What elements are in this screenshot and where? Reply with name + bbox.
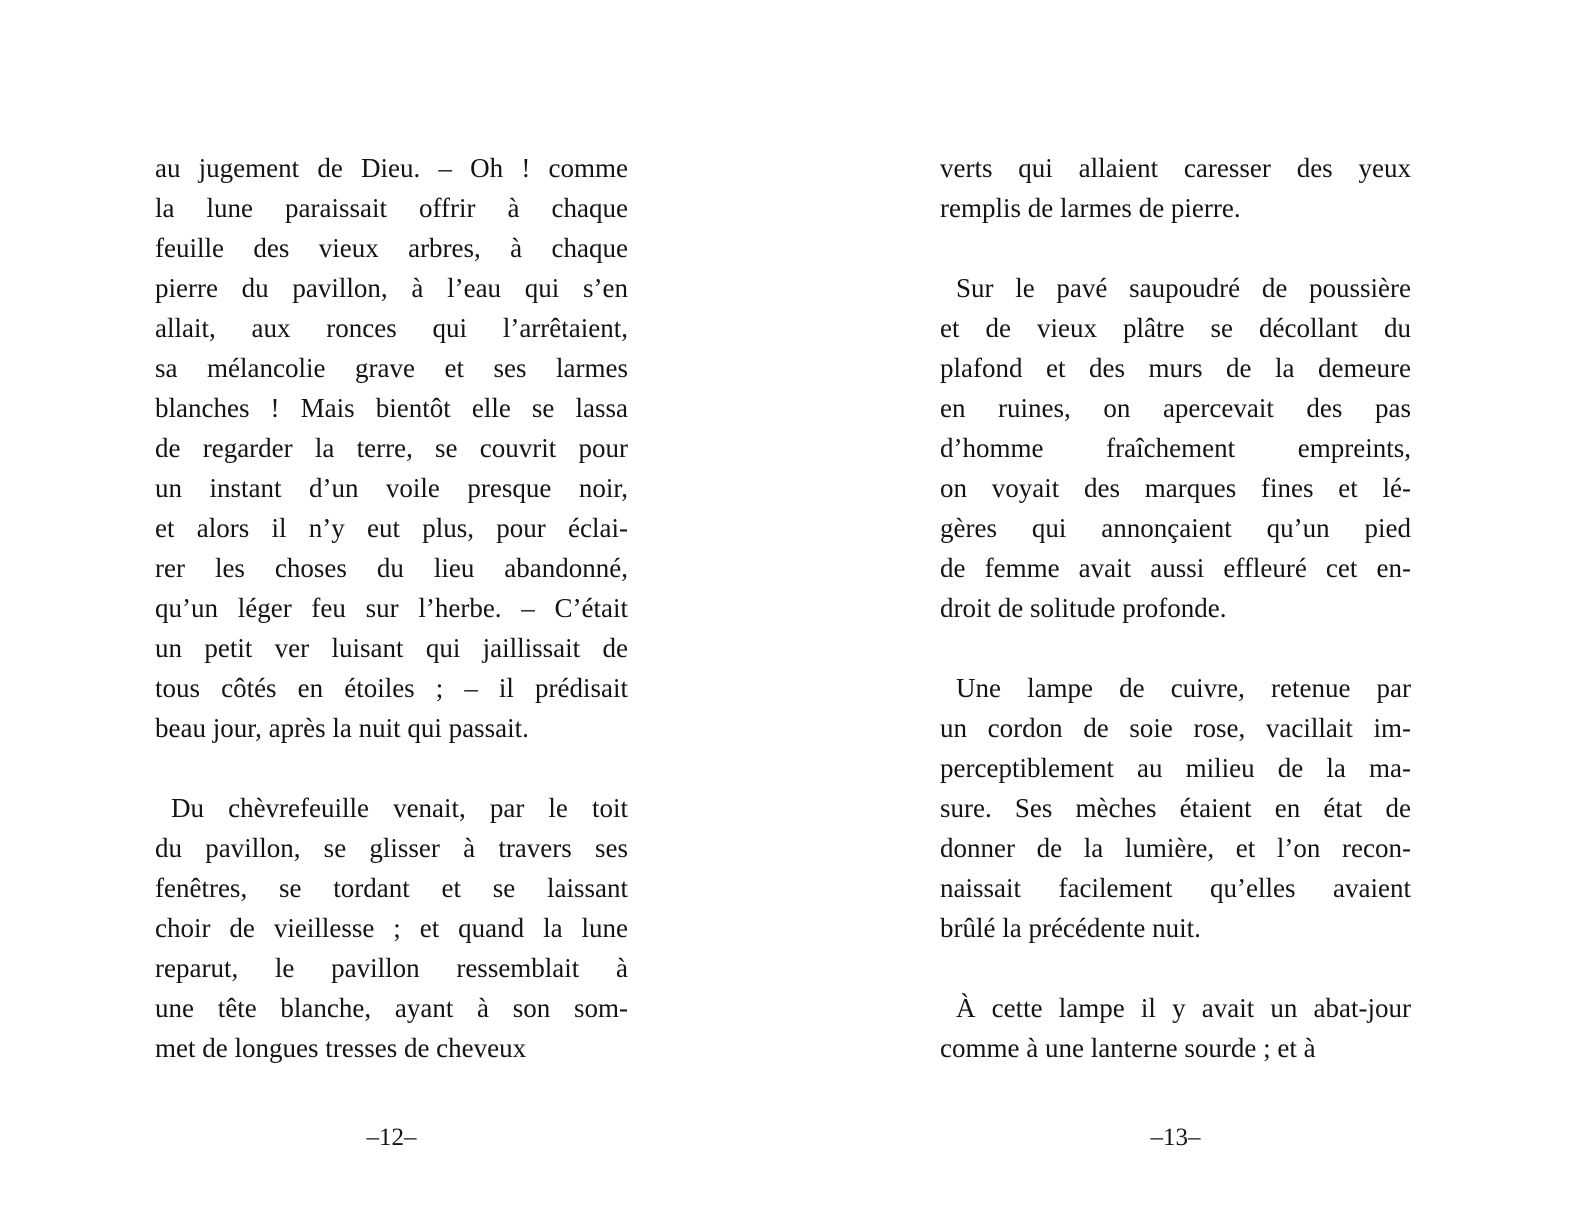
text-line: Du chèvrefeuille venait, par le toit [171,793,628,823]
paragraph [940,668,1411,948]
text-line: pierre du pavillon, à l’eau qui s’en [155,273,628,303]
text-line: gères qui annonçaient qu’un pied [940,513,1411,543]
text-line: Sur le pavé saupoudré de poussière [956,273,1411,303]
text-line: sure. Ses mèches étaient en état de [940,793,1411,823]
text-line: on voyait des marques fines et lé- [940,473,1411,503]
paragraph [155,148,628,748]
paragraph [940,148,1411,228]
text-line: fenêtres, se tordant et se laissant [155,873,628,903]
text-line: un petit ver luisant qui jaillissait de [155,633,628,663]
text-line: beau jour, après la nuit qui passait. [155,713,529,743]
paragraph [155,788,628,1068]
page-left-number: –12– [366,1124,417,1151]
text-line: et de vieux plâtre se décollant du [940,313,1411,343]
text-line: qu’un léger feu sur l’herbe. – C’était [155,593,628,623]
paragraph [940,268,1411,628]
text-line: comme à une lanterne sourde ; et à [940,1033,1316,1063]
text-line: plafond et des murs de la demeure [940,353,1411,383]
text-line: du pavillon, se glisser à travers ses [155,833,628,863]
paragraph [940,988,1411,1068]
text-line: et alors il n’y eut plus, pour éclai- [155,513,628,543]
text-line: un cordon de soie rose, vacillait im- [940,713,1411,743]
text-line: blanches ! Mais bientôt elle se lassa [155,393,628,423]
text-line: la lune paraissait offrir à chaque [155,193,628,223]
text-line: À cette lampe il y avait un abat-jour [956,993,1411,1023]
text-line: feuille des vieux arbres, à chaque [155,233,628,263]
text-line: une tête blanche, ayant à son som- [155,993,628,1023]
text-line: de regarder la terre, se couvrit pour [155,433,628,463]
text-line: au jugement de Dieu. – Oh ! comme [155,153,628,183]
text-line: remplis de larmes de pierre. [940,193,1241,223]
text-line: d’homme fraîchement empreints, [940,433,1411,463]
text-line: allait, aux ronces qui l’arrêtaient, [155,313,628,343]
page-right-text-block [940,148,1411,1068]
text-line: en ruines, on apercevait des pas [940,393,1411,423]
text-line: met de longues tresses de cheveux [155,1033,527,1063]
page-right-number: –13– [1150,1124,1201,1151]
text-line: naissait facilement qu’elles avaient [940,873,1411,903]
text-line: Une lampe de cuivre, retenue par [956,673,1411,703]
text-line: sa mélancolie grave et ses larmes [155,353,628,383]
text-line: tous côtés en étoiles ; – il prédisait [155,673,628,703]
text-line: verts qui allaient caresser des yeux [940,153,1411,183]
text-line: reparut, le pavillon ressemblait à [155,953,628,983]
text-line: choir de vieillesse ; et quand la lune [155,913,628,943]
text-line: un instant d’un voile presque noir, [155,473,628,503]
text-line: brûlé la précédente nuit. [940,913,1201,943]
text-line: rer les choses du lieu abandonné, [155,553,628,583]
page-left-text-block [155,148,628,1068]
text-line: droit de solitude profonde. [940,593,1227,623]
text-line: donner de la lumière, et l’on recon- [940,833,1411,863]
text-line: perceptiblement au milieu de la ma- [940,753,1411,783]
text-line: de femme avait aussi effleuré cet en- [940,553,1411,583]
